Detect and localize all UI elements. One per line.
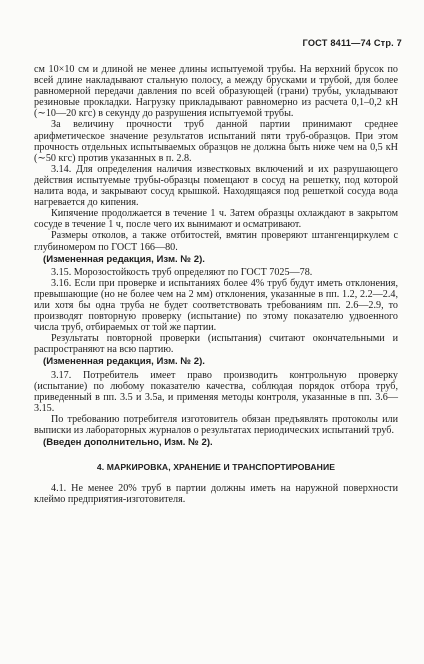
paragraph-chip-sizes: Размеры отколов, а также отбитостей, вмятин проверяют штангенциркулем с глубиномером по ГОСТ 166—80. — [34, 230, 398, 253]
paragraph-3-15: 3.15. Морозостойкость труб определяют по ГОСТ 7025—78. — [51, 266, 313, 278]
paragraph-4-1: 4.1. Не менее 20% труб в партии должны иметь на наружной поверхности клеймо предприятия-изготовителя. — [34, 483, 398, 506]
paragraph-3-14: 3.14. Для определения наличия известковых включений и их разрушающего действия испытуемые трубы-образцы помещают в сосуд на решетку, под которой налита вода, и закрывают сосуд крышкой. Находящаяся под решеткой сосуда вода нагревается до кипения. — [34, 163, 398, 209]
section-heading: 4. МАРКИРОВКА, ХРАНЕНИЕ И ТРАНСПОРТИРОВАНИЕ — [96, 462, 336, 473]
paragraph-test-setup-continued: см 10×10 см и длиной не менее длины испытуемой трубы. На верхний брусок по всей длине накладывают стальную полосу, а между брусками и трубой, для более равномерной передачи давления по всей образующей (грани) трубы, укладывают резиновые прокладки. Нагрузку прикладывают равномерно из расчета 0,1–0,2 кН (∼10—20 кгс) в секунду до разрушения испытуемой трубы. — [34, 64, 398, 120]
paragraph-retest-results: Результаты повторной проверки (испытания) считают окончательными и распространяют на всю партию. — [34, 333, 398, 356]
paragraph-3-17: 3.17. Потребитель имеет право производить контрольную проверку (испытание) по любому показателю качества, соблюдая порядок отбора труб, приведенный в пп. 3.5 и 3.5а, и применяя методы контроля, указанные в пп. 3.6—3.15. — [34, 369, 398, 414]
page-header: ГОСТ 8411—74 Стр. 7 — [302, 38, 402, 48]
amendment-note-3: (Введен дополнительно, Изм. № 2). — [43, 437, 213, 449]
amendment-note-1: (Измененная редакция, Изм. № 2). — [43, 253, 205, 265]
paragraph-3-16: 3.16. Если при проверке и испытаниях более 4% труб будут иметь отклонения, превышающие (но не более чем на 2 мм) отклонения, указанные в пп. 1.2, 2.2—2.4, или хотя бы одна труба не будет соответствовать требованиям пп. 2.6—2.9, то производят повторную проверку (испытание) по этому показателю удвоенного числа труб, отбираемых от той же партии. — [34, 277, 398, 334]
paragraph-protocols: По требованию потребителя изготовитель обязан предъявлять протоколы или выписки из лабораторных журналов о результатах периодических испытаний труб. — [34, 413, 398, 436]
amendment-note-2: (Измененная редакция, Изм. № 2). — [43, 356, 205, 368]
paragraph-boiling: Кипячение продолжается в течение 1 ч. Затем образцы охлаждают в закрытом сосуде в течение 1 ч, после чего их вынимают и осматривают. — [34, 208, 398, 231]
paragraph-strength-average: За величину прочности труб данной партии принимают среднее арифметическое значение результатов испытаний пяти труб-образцов. При этом прочность отдельных испытываемых образцов не должна быть ниже чем на 0,5 кН (∼50 кгс) против указанных в п. 2.8. — [34, 119, 398, 164]
document-body — [34, 64, 398, 505]
